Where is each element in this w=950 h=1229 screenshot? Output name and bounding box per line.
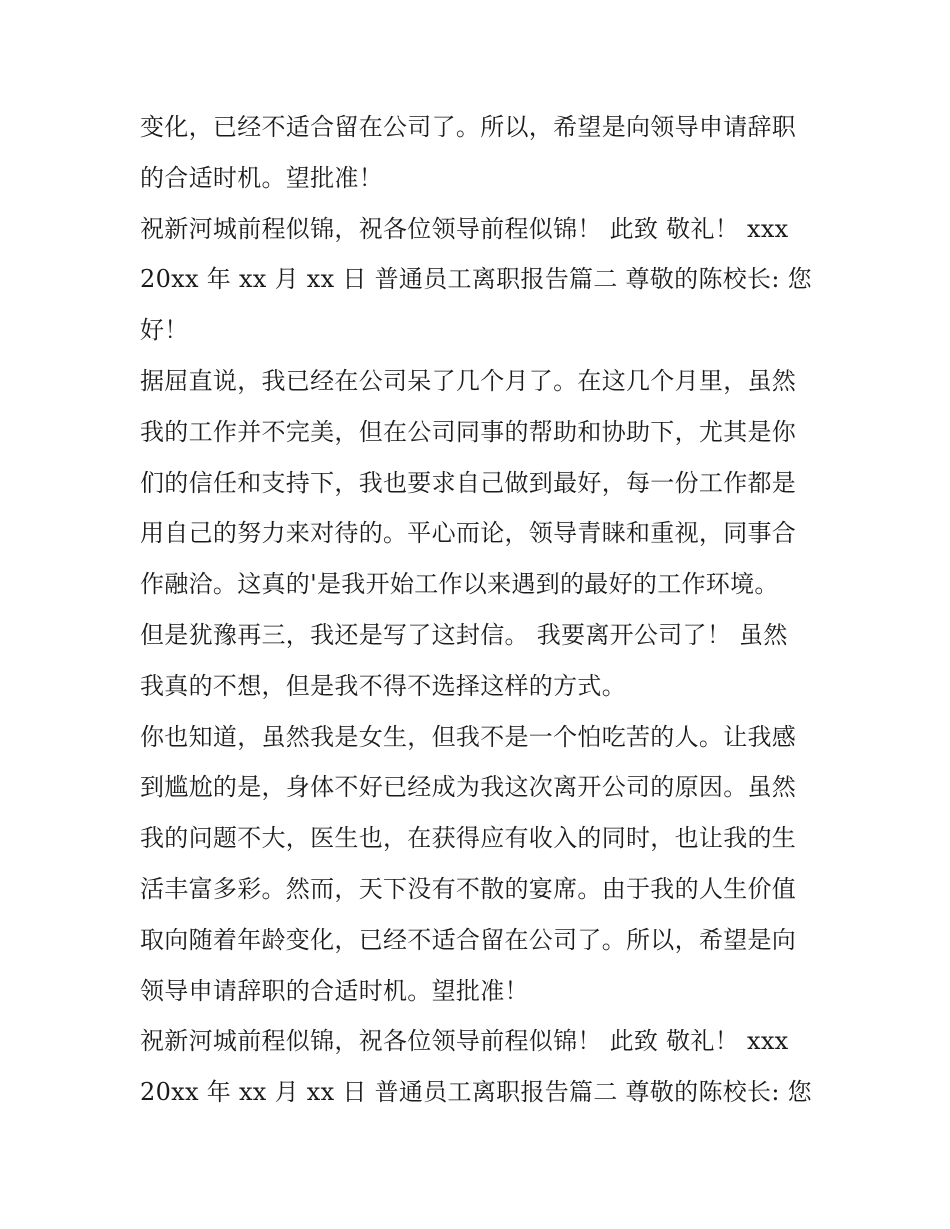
document-body	[140, 102, 820, 1118]
text-line: 的合适时机。望批准！	[140, 163, 383, 192]
text-line: 祝新河城前程似锦，祝各位领导前程似锦！ 此致 敬礼！ xxx	[140, 214, 789, 243]
text-line: 我的问题不大，医生也，在获得应有收入的同时，也让我的生	[140, 824, 797, 853]
text-line: 活丰富多彩。然而，天下没有不散的宴席。由于我的人生价值	[140, 874, 797, 903]
text-line: 祝新河城前程似锦，祝各位领导前程似锦！ 此致 敬礼！ xxx	[140, 1027, 789, 1056]
text-line: 我真的不想，但是我不得不选择这样的方式。	[140, 671, 626, 700]
text-line: 你也知道，虽然我是女生，但我不是一个怕吃苦的人。让我感	[140, 722, 797, 751]
text-line: 作融洽。这真的'是我开始工作以来遇到的最好的工作环境。	[140, 570, 779, 599]
text-line: 我的工作并不完美，但在公司同事的帮助和协助下，尤其是你	[140, 417, 797, 446]
text-line: 领导申请辞职的合适时机。望批准！	[140, 976, 529, 1005]
text-line: 变化，已经不适合留在公司了。所以，希望是向领导申请辞职	[140, 113, 797, 141]
text-line: 们的信任和支持下，我也要求自己做到最好，每一份工作都是	[140, 468, 797, 497]
text-line: 但是犹豫再三，我还是写了这封信。 我要离开公司了！ 虽然	[140, 620, 788, 649]
text-line: 20xx 年 xx 月 xx 日 普通员工离职报告篇二 尊敬的陈校长: 您	[140, 1078, 812, 1107]
text-line: 取向随着年龄变化，已经不适合留在公司了。所以，希望是向	[140, 925, 797, 954]
text-line: 20xx 年 xx 月 xx 日 普通员工离职报告篇二 尊敬的陈校长: 您	[140, 265, 812, 294]
text-line: 用自己的努力来对待的。平心而论，领导青睐和重视，同事合	[140, 519, 797, 548]
text-line: 据屈直说，我已经在公司呆了几个月了。在这几个月里，虽然	[140, 366, 797, 395]
text-line: 好！	[140, 316, 189, 345]
text-line: 到尴尬的是，身体不好已经成为我这次离开公司的原因。虽然	[140, 773, 797, 802]
